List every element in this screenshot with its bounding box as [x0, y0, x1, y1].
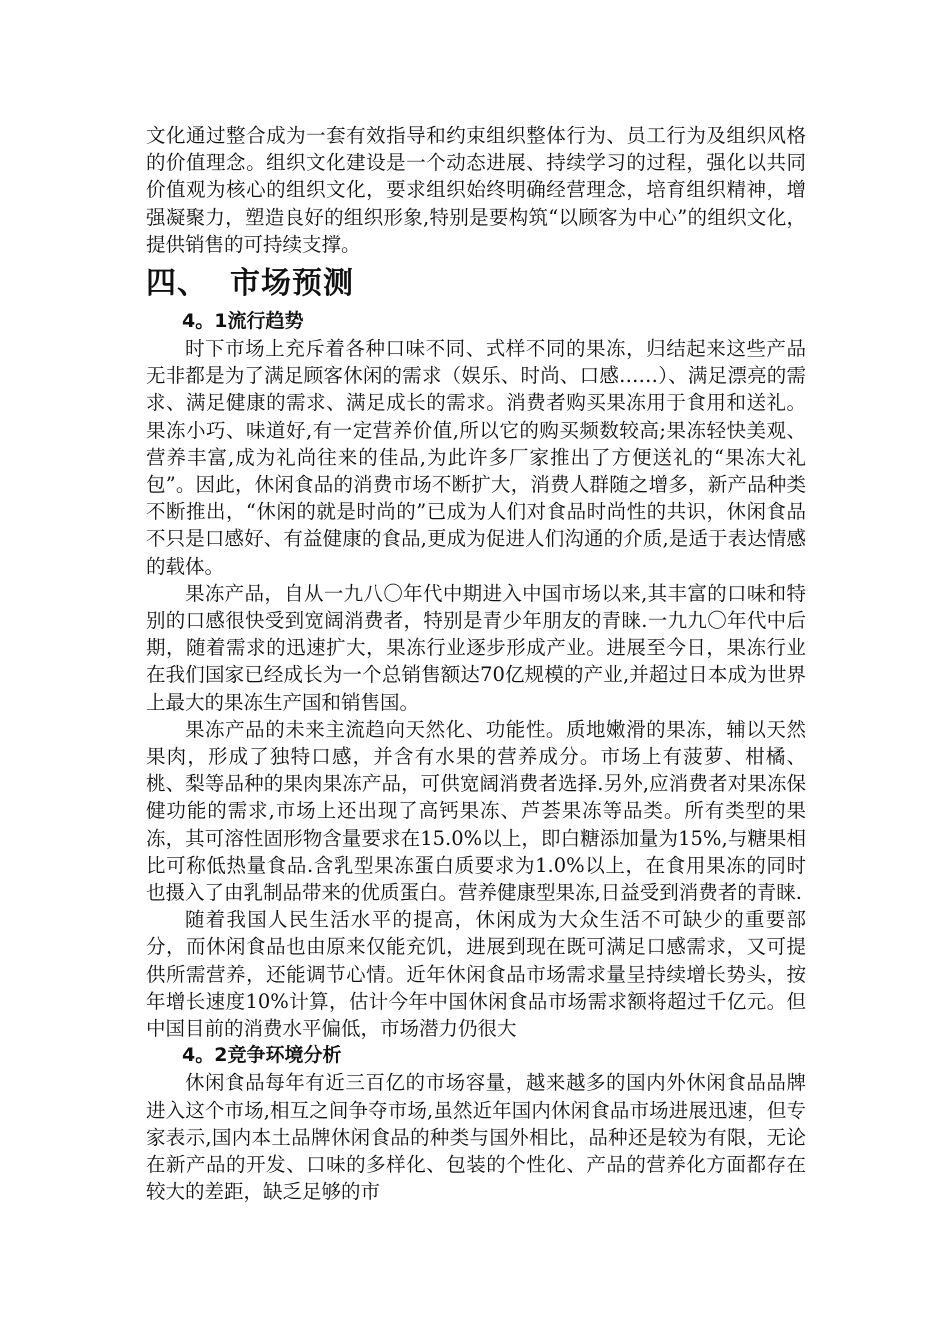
section-title: 市场预测 [230, 266, 354, 302]
paragraph-trend-3: 果冻产品的未来主流趋向天然化、功能性。质地嫩滑的果冻，辅以天然果肉，形成了独特口感，并含有水果的营养成分。市场上有菠萝、柑橘、桃、梨等品种的果肉果冻产品，可供宽阔消费者选择.另外,应消费者对果冻保健功能的需求,市场上还出现了高钙果冻、芦荟果冻等品类。所有类型的果冻，其可溶性固形物含量要求在15.0%以上，即白糖添加量为15%,与糖果相比可称低热量食品.含乳型果冻蛋白质要求为1.0%以上，在食用果冻的同时也摄入了由乳制品带来的优质蛋白。营养健康型果冻,日益受到消费者的青睐. [146, 717, 806, 905]
subsection-heading-4-1: 4。1流行趋势 [182, 310, 304, 333]
paragraph-trend-4: 随着我国人民生活水平的提高，休闲成为大众生活不可缺少的重要部分，而休闲食品也由原来仅能充饥，进展到现在既可满足口感需求，又可提供所需营养，还能调节心情。近年休闲食品市场需求量呈持续增长势头，按年增长速度10%计算，估计今年中国休闲食品市场需求额将超过千亿元。但中国目前的消费水平偏低，市场潜力仍很大 [146, 908, 806, 1041]
section-number: 四、 [146, 266, 208, 302]
document-body [146, 122, 806, 1205]
paragraph-competition-1: 休闲食品每年有近三百亿的市场容量，越来越多的国内外休闲食品品牌进入这个市场,相互之间争夺市场,虽然近年国内休闲食品市场进展迅速，但专家表示,国内本土品牌休闲食品的种类与国外相比，品种还是较为有限，无论在新产品的开发、口味的多样化、包装的个性化、产品的营养化方面都存在较大的差距，缺乏足够的市 [146, 1071, 806, 1204]
paragraph-trend-1: 时下市场上充斥着各种口味不同、式样不同的果冻，归结起来这些产品无非都是为了满足顾客休闲的需求（娱乐、时尚、口感……）、满足漂亮的需求、满足健康的需求、满足成长的需求。消费者购买果冻用于食用和送礼。果冻小巧、味道好,有一定营养价值,所以它的购买频数较高;果冻轻快美观、营养丰富,成为礼尚往来的佳品,为此许多厂家推出了方便送礼的“果冻大礼包”。因此，休闲食品的消费市场不断扩大，消费人群随之增多，新产品种类不断推出，“休闲的就是时尚的”已成为人们对食品时尚性的共识，休闲食品不只是口感好、有益健康的食品,更成为促进人们沟通的介质,是适于表达情感的载体。 [146, 337, 806, 578]
intro-paragraph: 文化通过整合成为一套有效指导和约束组织整体行为、员工行为及组织风格的价值理念。组织文化建设是一个动态进展、持续学习的过程，强化以共同价值观为核心的组织文化，要求组织始终明确经营理念，培育组织精神，增强凝聚力，塑造良好的组织形象,特别是要构筑“以顾客为中心”的组织文化，提供销售的可持续支撑。 [146, 124, 806, 256]
paragraph-trend-2: 果冻产品，自从一九八〇年代中期进入中国市场以来,其丰富的口味和特别的口感很快受到宽阔消费者，特别是青少年朋友的青睐.一九九〇年代中后期，随着需求的迅速扩大，果冻行业逐步形成产业。进展至今日，果冻行业在我们国家已经成长为一个总销售额达70亿规模的产业,并超过日本成为世界上最大的果冻生产国和销售国。 [146, 581, 806, 714]
subsection-heading-4-2: 4。2竞争环境分析 [182, 1044, 342, 1067]
section-heading [146, 264, 806, 304]
